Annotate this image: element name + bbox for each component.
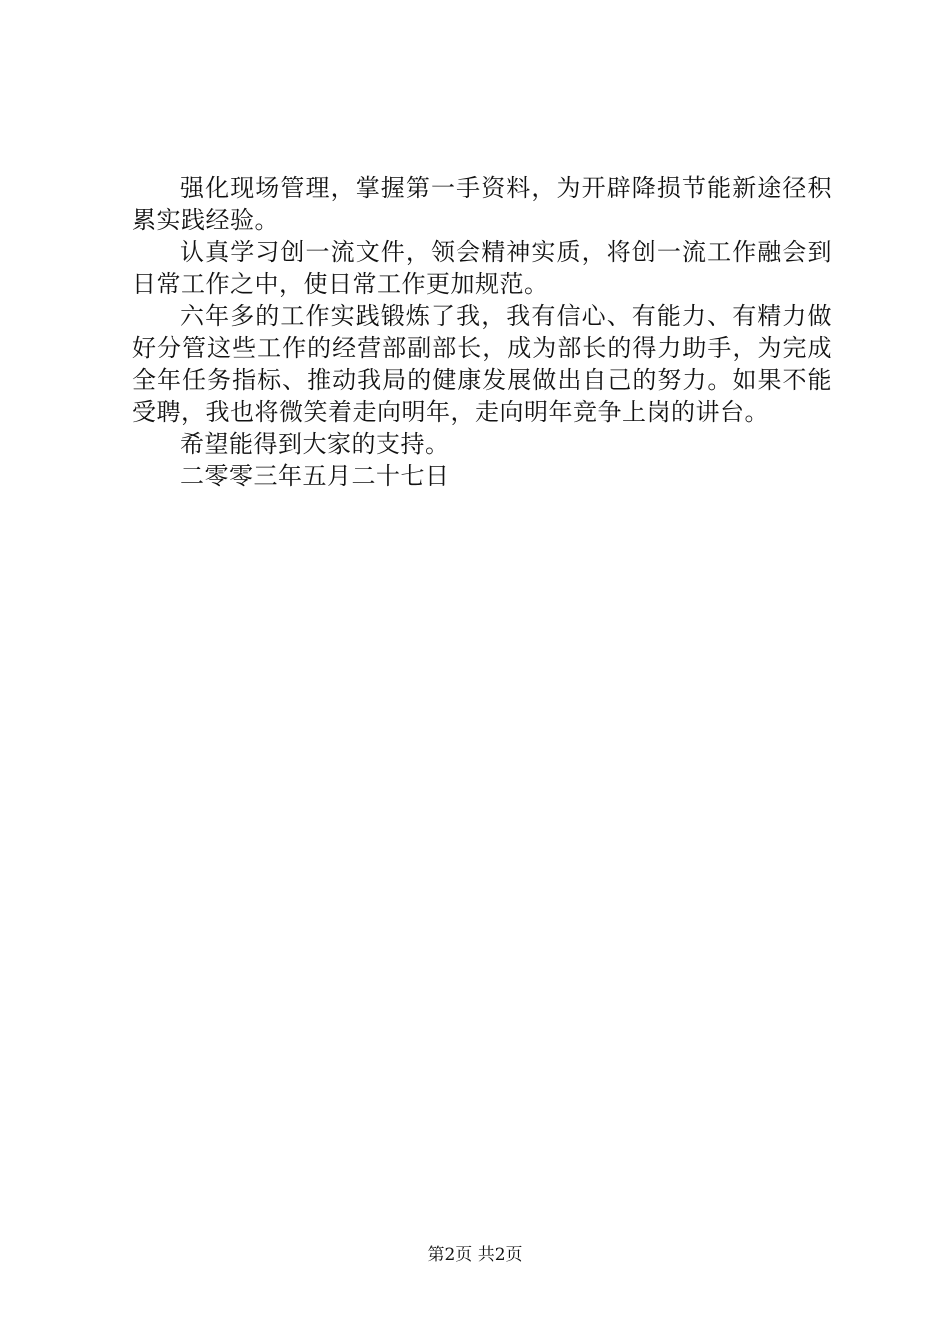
paragraph-field-management: 强化现场管理，掌握第一手资料，为开辟降损节能新途径积累实践经验。 xyxy=(132,174,832,234)
paragraph-study-documents: 认真学习创一流文件，领会精神实质，将创一流工作融会到日常工作之中，使日常工作更加规范。 xyxy=(132,238,832,298)
paragraph-work-experience: 六年多的工作实践锻炼了我，我有信心、有能力、有精力做好分管这些工作的经营部副部长，成为部长的得力助手，为完成全年任务指标、推动我局的健康发展做出自己的努力。如果不能受聘，我也将微笑着走向明年，走向明年竞争上岗的讲台。 xyxy=(132,302,832,426)
paragraph-date: 二零零三年五月二十七日 xyxy=(180,462,450,490)
paragraph-closing-wish: 希望能得到大家的支持。 xyxy=(180,430,450,458)
page-number-footer: 第2页 共2页 xyxy=(427,1245,523,1265)
document-body xyxy=(132,172,832,492)
